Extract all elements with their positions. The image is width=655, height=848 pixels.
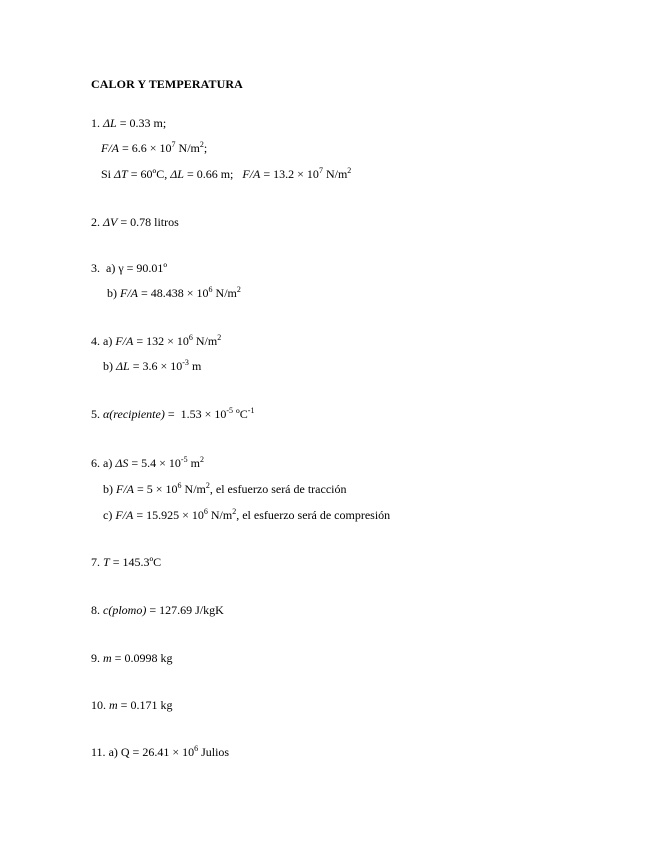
part-label: a) (108, 745, 121, 759)
unit-text: m (188, 359, 202, 373)
exponent: 6 (188, 333, 193, 342)
answer-number: 8. (91, 603, 103, 617)
unit-text: N/m (207, 508, 233, 522)
answer-2 (91, 215, 179, 229)
exponent: 6 (177, 481, 182, 490)
part-label: a) (103, 334, 116, 348)
unit-text: ºC (233, 407, 248, 421)
answer-4a (91, 334, 221, 348)
answer-1-line-2 (101, 141, 207, 155)
exponent: 6 (203, 507, 208, 516)
punctuation: ; (203, 141, 208, 155)
variable: ΔL (170, 167, 184, 181)
variable: α(recipiente) (103, 407, 165, 421)
variable: m (103, 651, 112, 665)
exponent: -5 (226, 406, 234, 415)
variable: ΔV (103, 215, 118, 229)
variable: F/A (115, 508, 134, 522)
value-text: = 0.171 kg (117, 698, 173, 712)
value-text: = 0.0998 kg (111, 651, 173, 665)
variable: T (103, 555, 110, 569)
exponent: 2 (205, 481, 210, 490)
value-text: = 5.4 × 10 (128, 456, 181, 470)
note-text: , el esfuerzo será de tracción (209, 482, 347, 496)
value-text: = 132 × 10 (133, 334, 189, 348)
answer-9 (91, 651, 172, 665)
value-text: = 1.53 × 10 (164, 407, 227, 421)
answer-3b (107, 286, 241, 300)
value-text: = 3.6 × 10 (129, 359, 183, 373)
answer-number: 6. (91, 456, 103, 470)
exponent: 2 (347, 166, 352, 175)
value-text: = 0.78 litros (117, 215, 179, 229)
note-text: , el esfuerzo será de compresión (236, 508, 391, 522)
variable: F/A (242, 167, 261, 181)
variable: ΔS (115, 456, 129, 470)
value-text: = 60ºC, (127, 167, 171, 181)
variable: ΔL (103, 116, 117, 130)
unit-text: Julios (198, 745, 230, 759)
exponent: 2 (232, 507, 237, 516)
condition-text: Si (101, 167, 115, 181)
answer-3a (91, 261, 167, 275)
part-label: a) (103, 456, 116, 470)
value-text: = 0.66 m; (183, 167, 243, 181)
exponent: 7 (171, 140, 176, 149)
unit-text: N/m (322, 167, 348, 181)
value-text: = 48.438 × 10 (138, 286, 209, 300)
answer-number: 1. (91, 116, 103, 130)
value-text: Q = 26.41 × 10 (120, 745, 195, 759)
variable: F/A (116, 482, 134, 496)
answer-number: 9. (91, 651, 103, 665)
answer-8 (91, 603, 224, 617)
answer-10 (91, 698, 172, 712)
variable: ΔL (116, 359, 130, 373)
answer-6c (103, 508, 390, 522)
value-text: = 5 × 10 (134, 482, 178, 496)
value-text: = 127.69 J/kgK (146, 603, 224, 617)
exponent: 2 (236, 285, 241, 294)
unit-text: m (187, 456, 200, 470)
exponent: 7 (318, 166, 323, 175)
value-text: = 145.3ºC (109, 555, 162, 569)
variable: F/A (101, 141, 119, 155)
exponent: 6 (208, 285, 213, 294)
document-title: CALOR Y TEMPERATURA (91, 77, 243, 91)
exponent: 6 (194, 744, 199, 753)
part-label: b) (103, 482, 116, 496)
answer-11a (91, 745, 229, 759)
variable: c(plomo) (103, 603, 147, 617)
answer-4b (103, 359, 201, 373)
value-text: = 6.6 × 10 (119, 141, 172, 155)
answer-6b (103, 482, 346, 496)
answer-number: 3. (91, 261, 106, 275)
answer-number: 10. (91, 698, 109, 712)
answer-1-line-3 (101, 167, 351, 181)
value-text: = 15.925 × 10 (133, 508, 204, 522)
part-label: c) (103, 508, 116, 522)
answer-7 (91, 555, 161, 569)
answer-number: 2. (91, 215, 103, 229)
answer-1-line-1 (91, 116, 166, 130)
exponent: 2 (199, 140, 204, 149)
answer-number: 7. (91, 555, 103, 569)
unit-text: N/m (175, 141, 200, 155)
variable: m (109, 698, 118, 712)
value-text: = 13.2 × 10 (260, 167, 319, 181)
variable: ΔT (114, 167, 128, 181)
unit-text: N/m (192, 334, 218, 348)
part-label: b) (103, 359, 116, 373)
answer-number: 5. (91, 407, 103, 421)
unit-text: N/m (212, 286, 237, 300)
exponent: -1 (247, 406, 255, 415)
part-label: a) (106, 261, 119, 275)
exponent: -5 (180, 455, 188, 464)
exponent: 2 (217, 333, 222, 342)
answer-6a (91, 456, 204, 470)
part-label: b) (107, 286, 120, 300)
variable: F/A (115, 334, 134, 348)
answer-5 (91, 407, 254, 421)
answer-number: 4. (91, 334, 103, 348)
value-text: = 0.33 m; (116, 116, 167, 130)
answer-number: 11. (91, 745, 109, 759)
exponent: 2 (199, 455, 204, 464)
exponent: -3 (182, 358, 189, 367)
variable: F/A (120, 286, 138, 300)
value-text: γ = 90.01º (118, 261, 168, 275)
unit-text: N/m (181, 482, 206, 496)
